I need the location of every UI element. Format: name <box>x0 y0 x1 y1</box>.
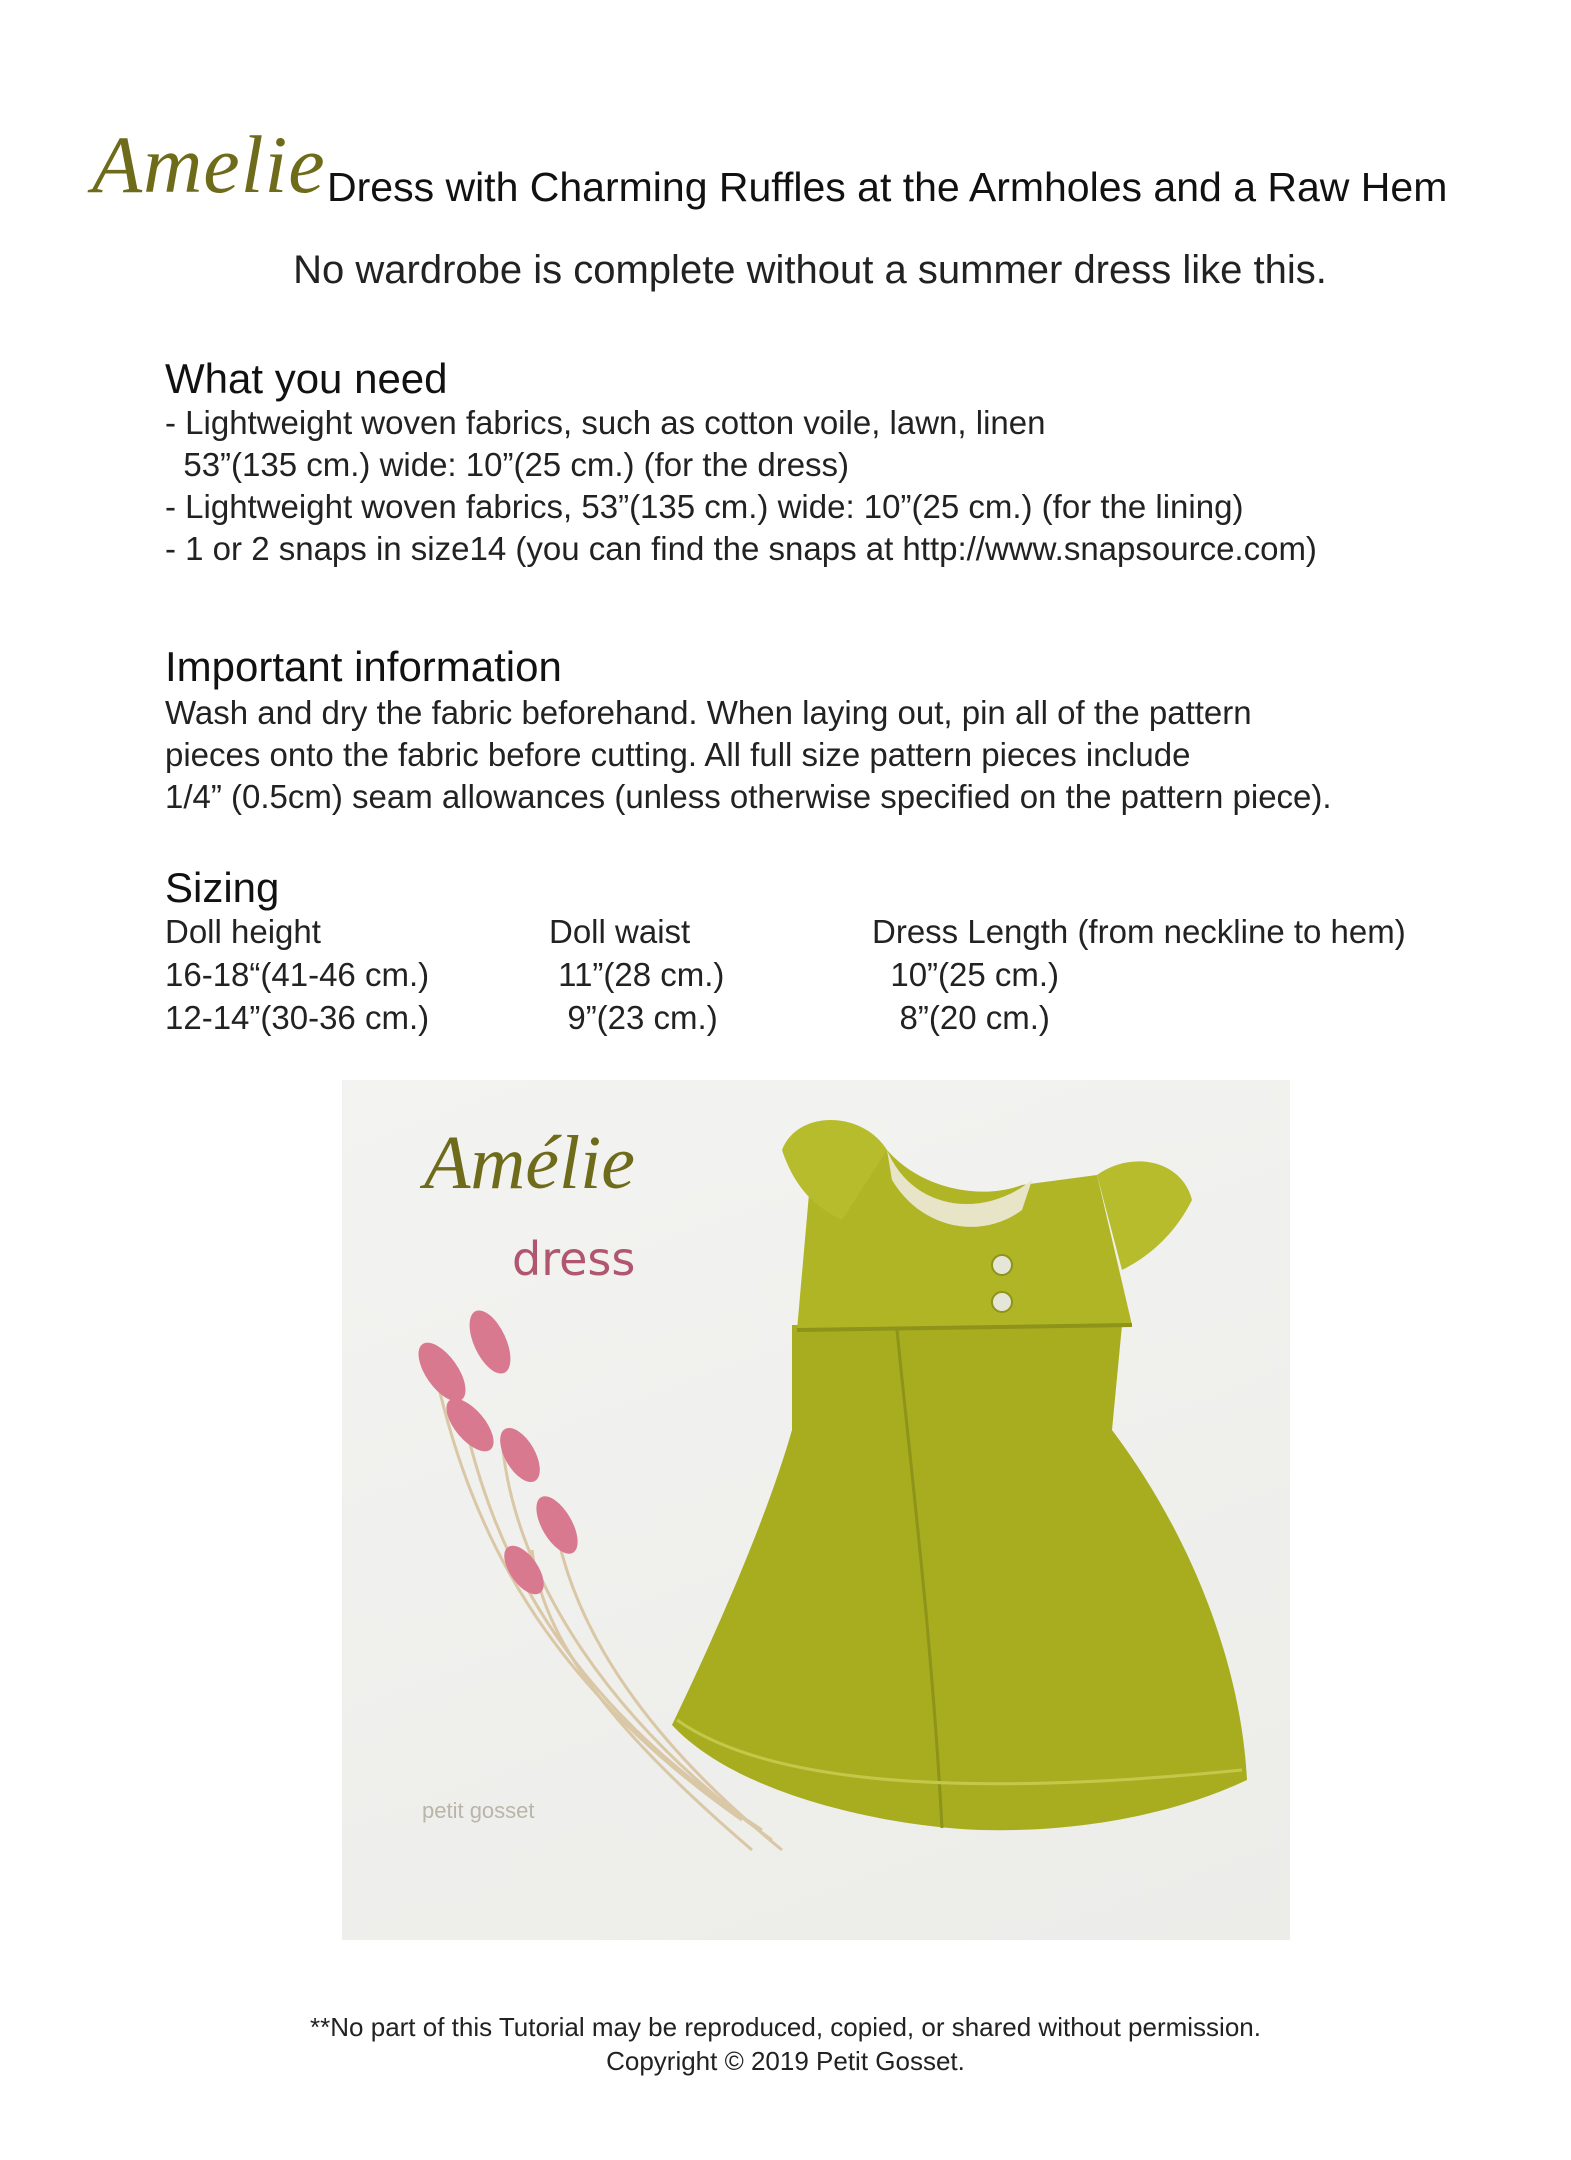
photo-brand-watermark: petit gosset <box>422 1798 535 1823</box>
dress-photo <box>342 1080 1290 1940</box>
sizing-value: 8”(20 cm.) <box>872 999 1050 1036</box>
need-line: - Lightweight woven fabrics, 53”(135 cm.) wide: 10”(25 cm.) (for the lining) <box>165 488 1244 525</box>
page-title: Dress with Charming Ruffles at the Armholes and a Raw Hem <box>327 164 1448 210</box>
sizing-column-doll-height <box>165 910 429 1039</box>
sizing-column-header: Doll height <box>165 913 321 950</box>
photo-dress-label: dress <box>512 1232 636 1286</box>
sizing-column-dress-length <box>872 910 1406 1039</box>
sizing-column-header: Doll waist <box>549 913 691 950</box>
photo-script-title: Amélie <box>424 1121 636 1205</box>
sizing-column-header: Dress Length (from neckline to hem) <box>872 913 1406 950</box>
info-line: 1/4” (0.5cm) seam allowances (unless otherwise specified on the pattern piece). <box>165 778 1332 815</box>
info-line: pieces onto the fabric before cutting. All full size pattern pieces include <box>165 736 1191 773</box>
sizing-heading: Sizing <box>165 864 280 911</box>
what-you-need-heading: What you need <box>165 355 448 402</box>
copyright-line: Copyright © 2019 Petit Gosset. <box>606 2046 965 2076</box>
what-you-need-list <box>165 402 1317 570</box>
pink-flowers <box>409 1304 586 1601</box>
sizing-value: 9”(23 cm.) <box>549 999 718 1036</box>
important-info-heading: Important information <box>165 643 562 690</box>
subtitle: No wardrobe is complete without a summer dress like this. <box>293 248 1327 292</box>
need-line: 53”(135 cm.) wide: 10”(25 cm.) (for the dress) <box>165 446 850 483</box>
script-title: Amelie <box>92 119 326 210</box>
copyright-notice <box>0 2010 1571 2078</box>
info-line: Wash and dry the fabric beforehand. When laying out, pin all of the pattern <box>165 694 1252 731</box>
need-line: - 1 or 2 snaps in size14 (you can find the snaps at http://www.snapsource.com) <box>165 530 1317 567</box>
permission-notice: **No part of this Tutorial may be reproduced, copied, or shared without permission. <box>310 2012 1261 2042</box>
need-line: - Lightweight woven fabrics, such as cotton voile, lawn, linen <box>165 404 1046 441</box>
sizing-value: 11”(28 cm.) <box>549 956 725 993</box>
title-row <box>92 118 1552 228</box>
sizing-column-doll-waist <box>549 910 724 1039</box>
sizing-value: 10”(25 cm.) <box>872 956 1060 993</box>
sizing-value: 12-14”(30-36 cm.) <box>165 999 430 1036</box>
important-info-text <box>165 692 1332 818</box>
dress-shape <box>672 1120 1247 1830</box>
sizing-value: 16-18“(41-46 cm.) <box>165 956 430 993</box>
